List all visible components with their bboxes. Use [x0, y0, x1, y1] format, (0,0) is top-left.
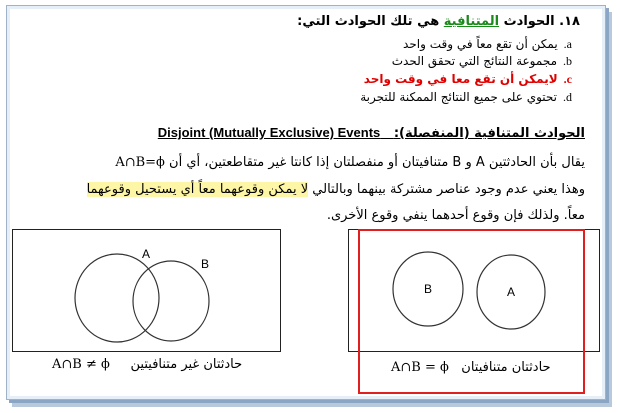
- caption-text: حادثتان غير متنافيتين: [130, 357, 243, 372]
- option-letter: d.: [563, 90, 572, 104]
- option-b[interactable]: [392, 54, 572, 69]
- option-d[interactable]: [360, 90, 572, 105]
- paragraph-highlight: لا يمكن وقوعهما معاً أي يستحيل وقوعهما: [86, 182, 309, 197]
- option-text: يمكن أن تقع معاً في وقت واحد: [403, 37, 558, 51]
- question-title: [297, 14, 580, 29]
- venn-overlapping-svg: [13, 230, 280, 351]
- label-b: B: [424, 282, 433, 296]
- venn-diagram-overlapping: [12, 229, 281, 352]
- option-letter: a.: [563, 37, 572, 51]
- paragraph-line-2-text: وهذا يعني عدم وجود عناصر مشتركة بينهما وبالتالي: [312, 182, 585, 197]
- circle-a: [75, 254, 159, 342]
- section-heading: [158, 125, 585, 141]
- caption-disjoint: [391, 360, 551, 375]
- label-a: A: [142, 247, 151, 261]
- caption-text: حادثتان متنافيتان: [461, 360, 551, 375]
- caption-formula: A∩B = ϕ: [391, 360, 449, 375]
- circle-b: [133, 261, 209, 341]
- question-number: ١٨.: [559, 14, 580, 29]
- section-title-en: Disjoint (Mutually Exclusive) Events: [157, 125, 381, 140]
- paragraph-line-1: [115, 155, 585, 170]
- question-suffix: هي تلك الحوادث التي:: [297, 14, 440, 29]
- paragraph-line-3: [327, 208, 585, 223]
- option-text: تحتوي على جميع النتائج الممكنة للتجربة: [360, 90, 557, 104]
- label-a: A: [507, 285, 516, 299]
- paragraph-line-1-text: يقال بأن الحادثتين A و B متنافيتان أو منفصلتان إذا كانتا غير متقاطعتين، أي أن: [169, 155, 585, 170]
- question-highlight: المتنافية: [443, 14, 500, 29]
- question-prefix: الحوادث: [503, 14, 555, 29]
- paragraph-line-3-text: معاً. ولذلك فإن وقوع أحدهما ينفي وقوع الأخرى.: [326, 208, 585, 223]
- paragraph-line-2: [87, 182, 585, 197]
- option-text: مجموعة النتائج التي تحقق الحدث: [391, 54, 557, 68]
- label-b: B: [201, 257, 210, 271]
- option-letter: c.: [563, 72, 572, 86]
- caption-formula: A∩B ≠ ϕ: [52, 357, 110, 372]
- section-title-ar: الحوادث المتنافية (المنفصلة):: [393, 126, 585, 141]
- option-a[interactable]: [403, 37, 572, 52]
- option-letter: b.: [563, 54, 572, 68]
- option-text: لايمكن أن تقع معا في وقت واحد: [363, 72, 558, 86]
- caption-overlapping: [52, 357, 242, 372]
- paragraph-formula: A∩B=ϕ: [115, 155, 165, 170]
- option-c[interactable]: [364, 72, 572, 87]
